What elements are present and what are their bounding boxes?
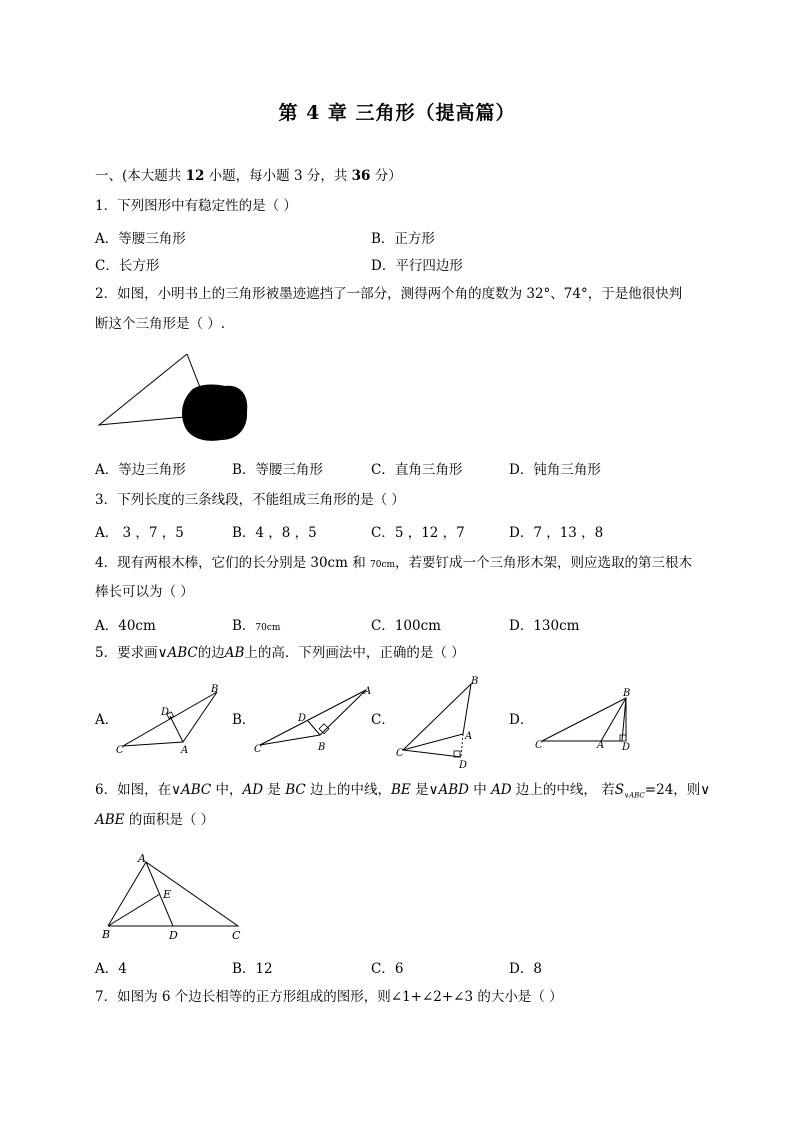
q2-stem-line1: 2．如图，小明书上的三角形被墨迹遮挡了一部分，测得两个角的度数为 32°、74°，于是他很快判 [95, 286, 683, 302]
q7-stem: 7．如图为 6 个边长相等的正方形组成的图形，则∠1+∠2+∠3 的大小是（ ） [95, 989, 563, 1005]
q1-option-c[interactable]: C．长方形 [95, 258, 160, 274]
svg-text:B: B [318, 742, 326, 753]
svg-text:A: A [465, 731, 473, 742]
q4-option-a[interactable]: A．40cm [95, 618, 156, 634]
q1-option-d[interactable]: D．平行四边形 [371, 258, 463, 274]
svg-text:A: A [364, 686, 372, 697]
svg-text:C: C [535, 740, 543, 751]
svg-text:B: B [471, 676, 479, 687]
q5-option-c[interactable]: C． [371, 712, 395, 728]
svg-text:C: C [254, 744, 262, 754]
q5-figure-d [534, 686, 640, 752]
q6-option-d[interactable]: D．8 [509, 961, 542, 977]
q1-stem: 1．下列图形中有稳定性的是（ ） [95, 198, 297, 214]
section-header [95, 166, 402, 186]
svg-text:C: C [116, 745, 124, 755]
svg-text:D: D [459, 760, 468, 770]
q3-option-c[interactable]: C．5 ，12 ，7 [371, 525, 465, 541]
q2-figure-ink-triangle [95, 350, 255, 445]
q4-stem-line1: 4．现有两根木棒，它们的长分别是 30cm 和 70cm，若要钉成一个三角形木架，则应选取的第三根木 [95, 555, 693, 571]
q3-option-a[interactable]: A． 3 ，7 ，5 [95, 525, 184, 541]
q6-stem-line2: ABE 的面积是（ ） [95, 812, 215, 828]
section-count: 12 [185, 168, 205, 184]
q4-option-c[interactable]: C．100cm [371, 618, 441, 634]
q6-option-c[interactable]: C．6 [371, 961, 404, 977]
q5-stem: 5．要求画∨ABC的边AB上的高．下列画法中，正确的是（ ） [95, 645, 465, 661]
section-suffix: 分） [370, 168, 402, 184]
svg-text:D: D [622, 742, 631, 752]
q4-option-d[interactable]: D．130cm [509, 618, 580, 634]
svg-text:A: A [597, 740, 605, 751]
svg-text:A: A [138, 852, 146, 865]
q6-stem-line1: 6．如图，在∨ABC 中，AD 是 BC 边上的中线，BE 是∨ABD 中 AD 边上的中线， 若$S_{\vee ABC}=24$，则∨ [95, 782, 711, 800]
q3-stem: 3．下列长度的三条线段，不能组成三角形的是（ ） [95, 492, 405, 508]
q2-stem-line2: 断这个三角形是（ ）. [95, 316, 226, 332]
svg-text:D: D [161, 707, 170, 718]
svg-text:A: A [181, 745, 189, 755]
svg-text:C: C [396, 748, 404, 759]
section-total: 36 [351, 168, 371, 184]
svg-text:E: E [163, 888, 172, 901]
page-title: 第 4 章 三角形（提高篇） [278, 102, 516, 124]
q3-option-d[interactable]: D．7 ，13 ，8 [509, 525, 604, 541]
svg-text:D: D [169, 929, 178, 942]
q5-option-a[interactable]: A． [95, 712, 119, 728]
q2-option-d[interactable]: D．钝角三角形 [509, 462, 601, 478]
q5-figure-c [393, 672, 493, 770]
svg-text:C: C [232, 929, 241, 942]
q5-figure-a [115, 680, 225, 755]
q6-option-a[interactable]: A．4 [95, 961, 127, 977]
section-middle: 小题，每小题 3 分，共 [204, 168, 352, 184]
q1-option-b[interactable]: B．正方形 [371, 231, 435, 247]
q4-option-b[interactable]: B．70cm [232, 618, 281, 634]
q6-option-b[interactable]: B．12 [232, 961, 273, 977]
svg-text:B: B [211, 684, 219, 695]
q5-option-d[interactable]: D． [509, 712, 534, 728]
q2-option-b[interactable]: B．等腰三角形 [232, 462, 323, 478]
section-prefix: 一、(本大题共 [95, 168, 186, 184]
q1-option-a[interactable]: A．等腰三角形 [95, 231, 186, 247]
q6-figure [98, 850, 248, 942]
ink-blot [182, 384, 247, 440]
q2-option-c[interactable]: C．直角三角形 [371, 462, 463, 478]
q2-option-a[interactable]: A．等边三角形 [95, 462, 186, 478]
q4-stem-line2: 棒长可以为（ ） [95, 584, 194, 600]
svg-text:D: D [298, 713, 307, 724]
q5-option-b[interactable]: B． [232, 712, 256, 728]
q3-option-b[interactable]: B．4 ，8 ，5 [232, 525, 317, 541]
svg-text:B: B [102, 928, 111, 941]
svg-text:B: B [623, 688, 631, 699]
q5-figure-b [252, 684, 377, 754]
